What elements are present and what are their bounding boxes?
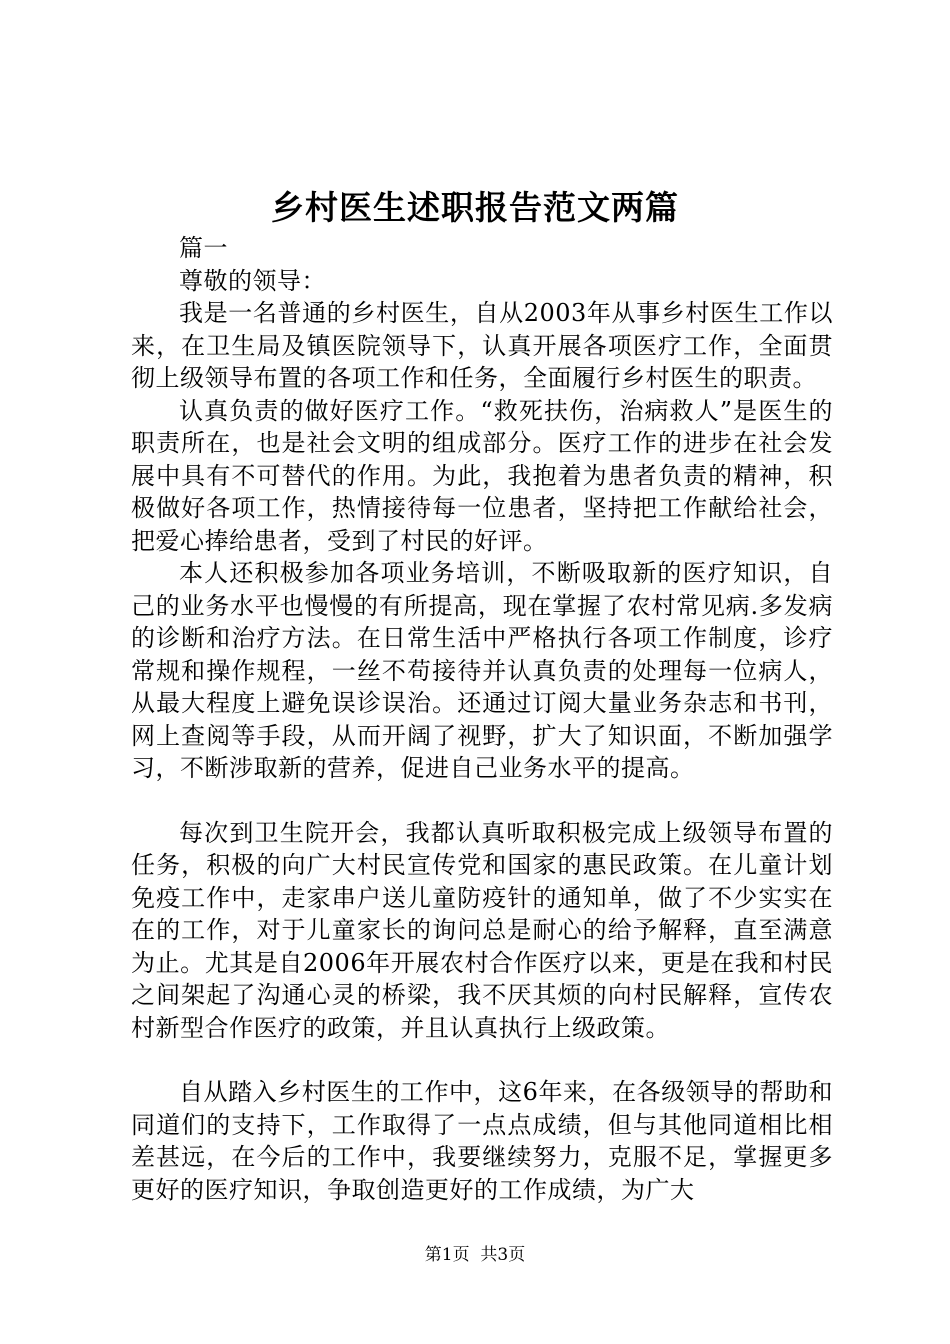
- paragraph-3: 本人还积极参加各项业务培训，不断吸取新的医疗知识，自己的业务水平也慢慢的有所提高，现在掌握了农村常见病.多发病的诊断和治疗方法。在日常生活中严格执行各项工作制度，诊疗常规和操作规程，一丝不苟接待并认真负责的处理每一位病人，从最大程度上避免误诊误治。还通过订阅大量业务杂志和书刊，网上查阅等手段，从而开阔了视野，扩大了知识面，不断加强学习，不断涉取新的营养，促进自己业务水平的提高。: [131, 559, 833, 782]
- document-body: [131, 232, 833, 1206]
- page-footer: [0, 1243, 950, 1267]
- footer-separator: [470, 1245, 481, 1265]
- paragraph-2: 认真负责的做好医疗工作。“救死扶伤，治病救人”是医生的职责所在，也是社会文明的组成部分。医疗工作的进步在社会发展中具有不可替代的作用。为此，我抱着为患者负责的精神，积极做好各项工作，热情接待每一位患者，坚持把工作献给社会，把爱心捧给患者，受到了村民的好评。: [131, 396, 833, 555]
- paragraph-4: 每次到卫生院开会，我都认真听取积极完成上级领导布置的任务，积极的向广大村民宣传党和国家的惠民政策。在儿童计划免疫工作中，走家串户送儿童防疫针的通知单，做了不少实实在在的工作，对于儿童家长的询问总是耐心的给予解释，直至满意为止。尤其是自2006年开展农村合作医疗以来，更是在我和村民之间架起了沟通心灵的桥梁，我不厌其烦的向村民解释，宣传农村新型合作医疗的政策，并且认真执行上级政策。: [131, 818, 833, 1042]
- salutation: 尊敬的领导：: [179, 266, 326, 295]
- paragraph-5: 自从踏入乡村医生的工作中，这6年来，在各级领导的帮助和同道们的支持下，工作取得了一点点成绩，但与其他同道相比相差甚远，在今后的工作中，我要继续努力，克服不足，掌握更多更好的医疗知识，争取创造更好的工作成绩，为广大: [131, 1078, 833, 1204]
- paragraph-1: 我是一名普通的乡村医生，自从2003年从事乡村医生工作以来，在卫生局及镇医院领导下，认真开展各项医疗工作，全面贯彻上级领导布置的各项工作和任务，全面履行乡村医生的职责。: [131, 299, 833, 392]
- page-number: 第1页: [424, 1245, 470, 1265]
- page-total: 共3页: [480, 1245, 526, 1265]
- document-title: 乡村医生述职报告范文两篇: [271, 188, 679, 227]
- section-label: 篇一: [179, 234, 228, 262]
